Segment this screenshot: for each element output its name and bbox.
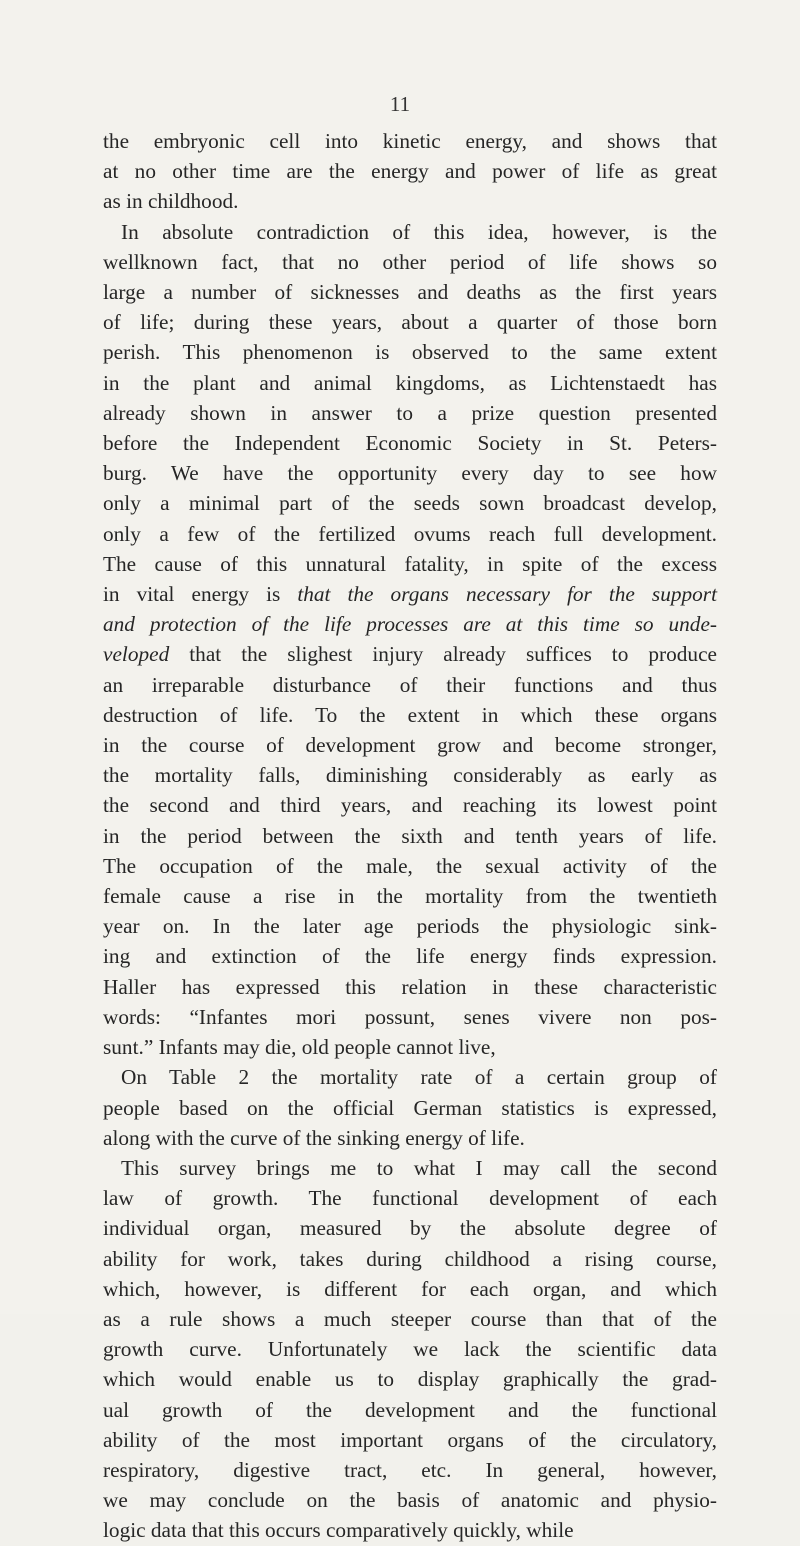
text-line: the second and third years, and reaching its lowest point [103, 793, 717, 818]
text-line: words: “Infantes mori possunt, senes vivere non pos- [103, 1004, 717, 1029]
text-line: an irreparable disturbance of their functions and thus [103, 672, 717, 697]
text-line: as a rule shows a much steeper course than that of the [103, 1306, 717, 1331]
body-text [103, 126, 717, 1546]
text-line: along with the curve of the sinking energy of life. [103, 1125, 525, 1150]
text-line: In absolute contradiction of this idea, however, is the [121, 219, 717, 244]
text-line: respiratory, digestive tract, etc. In general, however, [103, 1457, 717, 1482]
text-line: the mortality falls, diminishing considerably as early as [103, 763, 717, 788]
text-line: sunt.” Infants may die, old people cannot live, [103, 1035, 496, 1060]
text-line: ual growth of the development and the functional [103, 1397, 717, 1422]
text-line: logic data that this occurs comparatively quickly, while [103, 1518, 574, 1543]
text-line: wellknown fact, that no other period of life shows so [103, 249, 717, 274]
text-line: The cause of this unnatural fatality, in spite of the excess [103, 551, 717, 576]
text-line: veloped that the slighest injury already suffices to produce [103, 642, 717, 667]
text-line: we may conclude on the basis of anatomic and physio- [103, 1488, 717, 1513]
text-line: which would enable us to display graphically the grad- [103, 1367, 717, 1392]
text-line: at no other time are the energy and power of life as great [103, 159, 717, 184]
paragraph [103, 217, 717, 1063]
text-line: large a number of sicknesses and deaths as the first years [103, 280, 717, 305]
text-line: as in childhood. [103, 189, 239, 214]
text-line: destruction of life. To the extent in which these organs [103, 702, 717, 727]
text-line: Haller has expressed this relation in these characteristic [103, 974, 717, 999]
text-line: year on. In the later age periods the physiologic sink- [103, 914, 717, 939]
text-line: The occupation of the male, the sexual activity of the [103, 853, 717, 878]
text-line: individual organ, measured by the absolute degree of [103, 1216, 717, 1241]
text-line: the embryonic cell into kinetic energy, and shows that [103, 129, 717, 153]
text-line: burg. We have the opportunity every day to see how [103, 461, 717, 486]
text-line: This survey brings me to what I may call the second [121, 1155, 717, 1180]
text-line: growth curve. Unfortunately we lack the scientific data [103, 1337, 717, 1362]
text-line: law of growth. The functional development of each [103, 1186, 717, 1211]
text-line: already shown in answer to a prize question presented [103, 400, 717, 425]
text-line: only a minimal part of the seeds sown broadcast develop, [103, 491, 717, 516]
text-line: of life; during these years, about a quarter of those born [103, 310, 717, 335]
text-line: only a few of the fertilized ovums reach full development. [103, 521, 717, 546]
text-line: female cause a rise in the mortality from the twentieth [103, 884, 717, 909]
text-line: On Table 2 the mortality rate of a certain group of [121, 1065, 717, 1090]
text-line: ing and extinction of the life energy finds expression. [103, 944, 717, 969]
paragraph [103, 126, 717, 217]
text-line: in the period between the sixth and tenth years of life. [103, 823, 717, 848]
text-line: and protection of the life processes are at this time so unde- [103, 612, 717, 637]
page-number: 11 [389, 92, 411, 116]
text-line: before the Independent Economic Society in St. Peters- [103, 431, 717, 456]
text-line: in vital energy is that the organs necessary for the support [103, 582, 717, 607]
paragraph [103, 1062, 717, 1153]
text-line: which, however, is different for each organ, and which [103, 1276, 717, 1301]
paragraph [103, 1153, 717, 1546]
text-line: ability of the most important organs of the circulatory, [103, 1427, 717, 1452]
text-line: people based on the official German statistics is expressed, [103, 1095, 717, 1120]
text-line: in the course of development grow and become stronger, [103, 733, 717, 758]
text-line: perish. This phenomenon is observed to the same extent [103, 340, 717, 365]
text-line: ability for work, takes during childhood a rising course, [103, 1246, 717, 1271]
text-line: in the plant and animal kingdoms, as Lichtenstaedt has [103, 370, 717, 395]
